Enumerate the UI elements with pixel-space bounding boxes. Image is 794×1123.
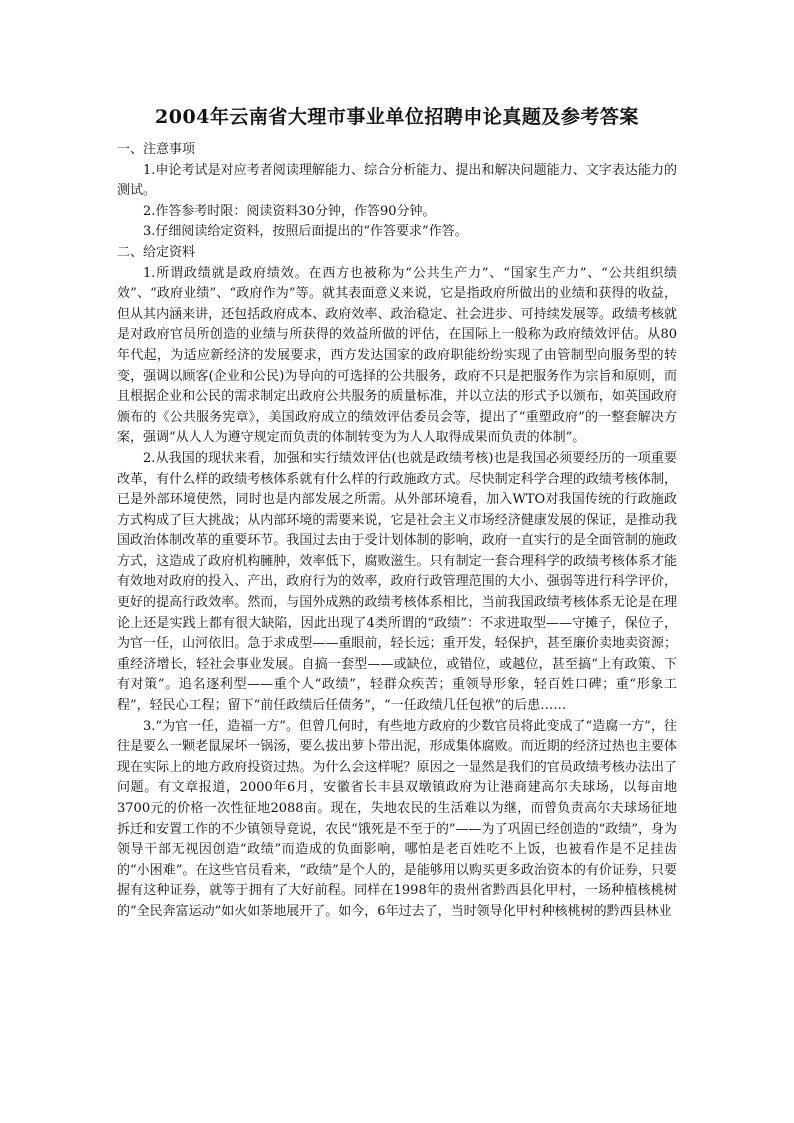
note-item: 2.作答参考时限：阅读资料30分钟，作答90分钟。 [143, 203, 436, 219]
section-heading-notes: 一、注意事项 [117, 142, 196, 157]
section-heading-materials: 二、给定资料 [117, 244, 196, 260]
note-item: 3.仔细阅读给定资料，按照后面提出的“作答要求”作答。 [143, 224, 468, 240]
document-body [117, 140, 677, 923]
note-item: 1.申论考试是对应考者阅读理解能力、综合分析能力、提出和解决问题能力、文字表达能力的测试。 [117, 162, 677, 199]
material-paragraph: 3.“为官一任，造福一方”。但曾几何时，有些地方政府的少数官员将此变成了“造腐一方”，往往是要么一颗老鼠屎坏一锅汤，要么拔出萝卜带出泥，形成集体腐败。而近期的经济过热也主要体现在实际上的地方政府投资过热。为什么会这样呢？原因之一显然是我们的官员政绩考核办法出了问题。有文章报道，2000年6月，安徽省长丰县双墩镇政府为让港商建高尔夫球场，以每亩地3700元的价格一次性征地2088亩。现在，失地农民的生活难以为继，而曾负责高尔夫球场征地拆迁和安置工作的不少镇领导竟说，农民“饿死是不至于的”——为了巩固已经创造的“政绩”，身为领导干部无视因创造“政绩”而造成的负面影响，哪怕是老百姓吃不上饭，也被看作是不足挂齿的“小困难”。在这些官员看来，“政绩”是个人的，是能够用以购买更多政治资本的有价证券，只要握有这种证券，就等于拥有了大好前程。同样在1998年的贵州省黔西县化甲村，一场种植核桃树的“全民奔富运动”如火如荼地展开了。如今，6年过去了，当时领导化甲村种核桃树的黔西县林业 [117, 718, 677, 919]
document-title: 2004年云南省大理市事业单位招聘申论真题及参考答案 [155, 106, 639, 128]
material-paragraph: 1.所谓政绩就是政府绩效。在西方也被称为“公共生产力”、“国家生产力”、“公共组织绩效”、“政府业绩”、“政府作为”等。就其表面意义来说，它是指政府所做出的业绩和获得的收益，但从其内涵来讲，还包括政府成本、政府效率、政治稳定、社会进步、可持续发展等。政绩考核就是对政府官员所创造的业绩与所获得的效益所做的评估，在国际上一般称为政府绩效评估。从80年代起，为适应新经济的发展要求，西方发达国家的政府职能纷纷实现了由管制型向服务型的转变，强调以顾客(企业和公民)为导向的可选择的公共服务，政府不只是把服务作为宗旨和原则，而且根据企业和公民的需求制定出政府公共服务的质量标准，并以立法的形式予以颁布，如英国政府颁布的《公共服务宪章》，美国政府成立的绩效评估委员会等，提出了“重塑政府”的一整套解决方案，强调“从人人为遵守规定而负责的体制转变为为人人取得成果而负责的体制”。 [117, 265, 677, 446]
material-paragraph: 2.从我国的现状来看，加强和实行绩效评估(也就是政绩考核)也是我国必须要经历的一项重要改革，有什么样的政绩考核体系就有什么样的行政施政方式。尽快制定科学合理的政绩考核体制，已是外部环境使然，同时也是内部发展之所需。从外部环境看，加入WTO对我国传统的行政施政方式构成了巨大挑战；从内部环境的需要来说，它是社会主义市场经济健康发展的保证，是推动我国政治体制改革的重要环节。我国过去由于受计划体制的影响，政府一直实行的是全面管制的施政方式，这造成了政府机构臃肿，效率低下，腐败滋生。只有制定一套合理科学的政绩考核体系才能有效地对政府的投入、产出，政府行为的效率，政府行政管理范围的大小、强弱等进行科学评价，更好的提高行政效率。然而，与国外成熟的政绩考核体系相比，当前我国政绩考核体系无论是在理论上还是实践上都有很大缺陷，因此出现了4类所谓的“政绩”：不求进取型——守摊子，保位子，为官一任，山河依旧。急于求成型——重眼前，轻长远；重开发，轻保护，甚至廉价卖地卖资源；重经济增长，轻社会事业发展。自搞一套型——或缺位，或错位，或越位，甚至搞“上有政策、下有对策”。追名逐利型——重个人“政绩”，轻群众疾苦；重领导形象，轻百姓口碑；重“形象工程”，轻民心工程；留下“前任政绩后任债务”，“一任政绩几任包袱”的后患…… [117, 450, 677, 714]
